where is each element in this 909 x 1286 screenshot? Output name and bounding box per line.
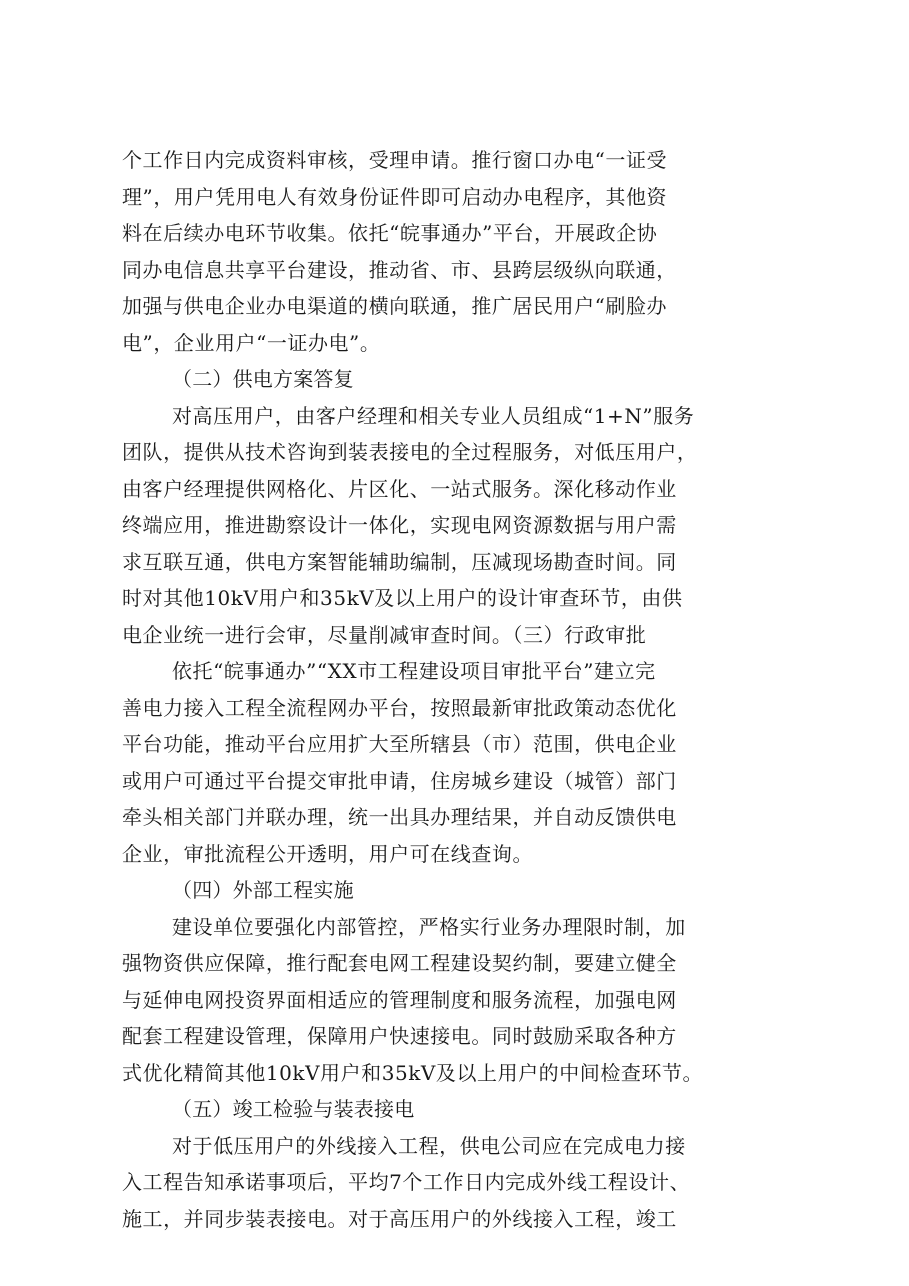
body-text-line: 平台功能，推动平台应用扩大至所辖县（市）范围，供电企业 — [122, 732, 677, 756]
body-text-line: 个工作日内完成资料审核，受理申请。推行窗口办电“一证受 — [122, 148, 668, 172]
body-text-line: 团队，提供从技术咨询到装表接电的全过程服务，对低压用户， — [122, 440, 698, 464]
body-text-line: 电企业统一进行会审，尽量削减审查时间。（三）行政审批 — [122, 622, 647, 647]
body-text-line: 终端应用，推进勘察设计一体化，实现电网资源数据与用户需 — [122, 513, 677, 537]
body-text-line: 求互联互通，供电方案智能辅助编制，压减现场勘查时间。同 — [122, 549, 677, 574]
body-text-line: 对于低压用户的外线接入工程，供电公司应在完成电力接 — [172, 1133, 686, 1158]
body-text-line: 或用户可通过平台提交审批申请，住房城乡建设（城管）部门 — [122, 768, 677, 793]
body-text-line: 与延伸电网投资界面相适应的管理制度和服务流程，加强电网 — [122, 987, 677, 1012]
body-text-line: 牵头相关部门并联办理，统一出具办理结果，并自动反馈供电 — [122, 805, 677, 829]
body-text-line: 料在后续办电环节收集。依托“皖事通办”平台，开展政企协 — [122, 221, 658, 245]
body-text-line: 入工程告知承诺事项后，平均7个工作日内完成外线工程设计、 — [122, 1170, 691, 1194]
body-text-line: 同办电信息共享平台建设，推动省、市、县跨层级纵向联通， — [122, 257, 677, 282]
body-text-line: 理”，用户凭用电人有效身份证件即可启动办电程序，其他资 — [122, 184, 668, 209]
body-text-line: 建设单位要强化内部管控，严格实行业务办理限时制，加 — [172, 914, 686, 939]
section-heading: （五）竣工检验与装表接电 — [172, 1097, 415, 1121]
body-text-line: 依托“皖事通办”“XX市工程建设项目审批平台”建立完 — [172, 659, 656, 683]
body-text-line: 强物资供应保障，推行配套电网工程建设契约制，要建立健全 — [122, 951, 677, 975]
document-body — [122, 142, 798, 1237]
body-text-line: 电”，企业用户“一证办电”。 — [122, 330, 381, 355]
section-heading: （四）外部工程实施 — [172, 878, 354, 902]
section-heading: （二）供电方案答复 — [172, 367, 354, 391]
body-text-line: 配套工程建设管理，保障用户快速接电。同时鼓励采取各种方 — [122, 1024, 677, 1048]
body-text-line: 式优化精简其他10kV用户和35kV及以上用户的中间检查环节。 — [122, 1060, 704, 1085]
body-text-line: 对高压用户，由客户经理和相关专业人员组成“1+N”服务 — [172, 403, 695, 428]
body-text-line: 企业，审批流程公开透明，用户可在线查询。 — [122, 841, 533, 866]
body-text-line: 时对其他10kV用户和35kV及以上用户的设计审查环节，由供 — [122, 586, 683, 610]
body-text-line: 由客户经理提供网格化、片区化、一站式服务。深化移动作业 — [122, 476, 677, 501]
body-text-line: 善电力接入工程全流程网办平台，按照最新审批政策动态优化 — [122, 695, 677, 720]
body-text-line: 施工，并同步装表接电。对于高压用户的外线接入工程，竣工 — [122, 1206, 677, 1231]
body-text-line: 加强与供电企业办电渠道的横向联通，推广居民用户“刷脸办 — [122, 294, 668, 318]
